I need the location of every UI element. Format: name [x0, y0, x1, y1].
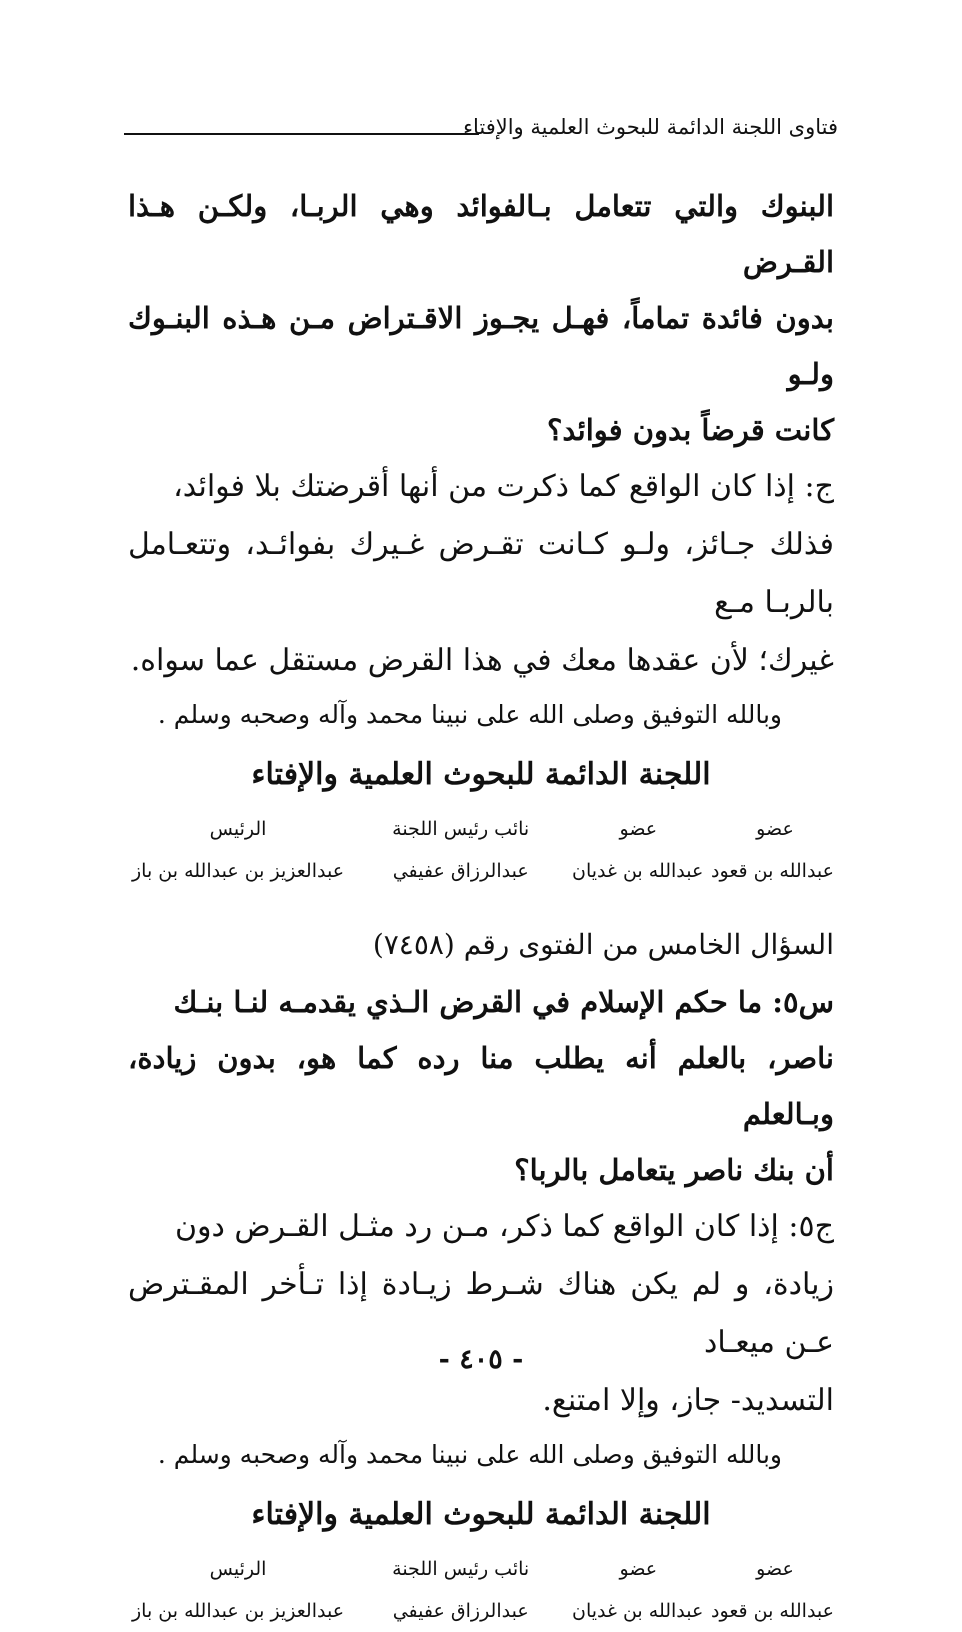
signature-names-row [128, 850, 834, 892]
signatory-name: عبدالعزيز بن عبدالله بن باز [132, 860, 345, 882]
question-5-text [128, 974, 834, 1198]
answer-1-text [128, 458, 834, 690]
signature-roles-row [128, 1548, 834, 1590]
signatory-name: عبدالله بن قعود [711, 860, 834, 882]
role-member: عضو [619, 818, 658, 840]
answer-5-line: زيادة، و لم يكن هناك شـرط زيـادة إذا تـأخر المقـترض عـن ميعـاد [128, 1267, 834, 1360]
closing-prayer-1: وبالله التوفيق وصلى الله على نبينا محمد وآله وصحبه وسلم . [157, 700, 782, 729]
question-1-text [128, 178, 834, 458]
committee-title-2: اللجنة الدائمة للبحوث العلمية والإفتاء [251, 1497, 711, 1532]
answer-5-line: التسديد- جاز، وإلا امتنع. [542, 1383, 834, 1418]
role-member: عضو [619, 1558, 658, 1580]
role-member: عضو [756, 1558, 794, 1580]
header-rule [124, 133, 479, 135]
closing-prayer-2: وبالله التوفيق وصلى الله على نبينا محمد وآله وصحبه وسلم . [157, 1440, 782, 1469]
question-1-line: البنوك والتي تتعامل بـالفوائد وهي الربـا، ولكـن هـذا القـرض [128, 189, 834, 279]
question-5-line: أن بنك ناصر يتعامل بالربا؟ [514, 1153, 834, 1187]
signature-block-2 [128, 1548, 834, 1632]
signature-block-1 [128, 808, 834, 892]
question-5-line: س٥: ما حكم الإسلام في القرض الـذي يقدمـه لنـا بنـك [173, 985, 834, 1019]
question-5-line: ناصر، بالعلم أنه يطلب منا رده كما هو، بدون زيادة، وبـالعلم [128, 1041, 834, 1131]
question-1-line: بدون فائدة تماماً، فهـل يجـوز الاقـتراض مـن هـذه البنـوك ولـو [128, 301, 834, 391]
answer-5-line: ج٥: إذا كان الواقع كما ذكر، مـن رد مثـل القـرض دون [174, 1209, 834, 1244]
signatory-name: عبدالعزيز بن عبدالله بن باز [132, 1600, 345, 1622]
question-1-line: كانت قرضاً بدون فوائد؟ [547, 413, 834, 447]
role-chairman: الرئيس [209, 818, 267, 840]
running-header [124, 112, 838, 146]
answer-1-line: فذلك جـائز، ولـو كـانت تقـرض غـيرك بفوائـد، وتتعـامل بالربـا مـع [128, 527, 834, 620]
committee-title-1: اللجنة الدائمة للبحوث العلمية والإفتاء [251, 757, 711, 792]
page-number: - ٤٠٥ - [438, 1344, 524, 1375]
role-deputy-chairman: نائب رئيس اللجنة [392, 818, 530, 840]
page-content [128, 178, 834, 1632]
signatory-name: عبدالله بن قعود [711, 1600, 834, 1622]
signatory-name: عبدالله بن غديان [571, 860, 704, 882]
fatwa-question-heading: السؤال الخامس من الفتوى رقم (٧٤٥٨) [372, 928, 834, 961]
running-title: فتاوى اللجنة الدائمة للبحوث العلمية والإفتاء [463, 115, 838, 139]
answer-1-line: غيرك؛ لأن عقدها معك في هذا القرض مستقل عما سواه. [130, 643, 834, 678]
role-member: عضو [756, 818, 794, 840]
signatory-name: عبدالرزاق عفيفي [392, 860, 529, 882]
signatory-name: عبدالرزاق عفيفي [392, 1600, 529, 1622]
signature-roles-row [128, 808, 834, 850]
answer-1-line: ج: إذا كان الواقع كما ذكرت من أنها أقرضتك بلا فوائد، [173, 469, 834, 504]
answer-5-text [128, 1198, 834, 1430]
signatory-name: عبدالله بن غديان [571, 1600, 704, 1622]
signature-names-row [128, 1590, 834, 1632]
role-deputy-chairman: نائب رئيس اللجنة [392, 1558, 530, 1580]
role-chairman: الرئيس [209, 1558, 267, 1580]
